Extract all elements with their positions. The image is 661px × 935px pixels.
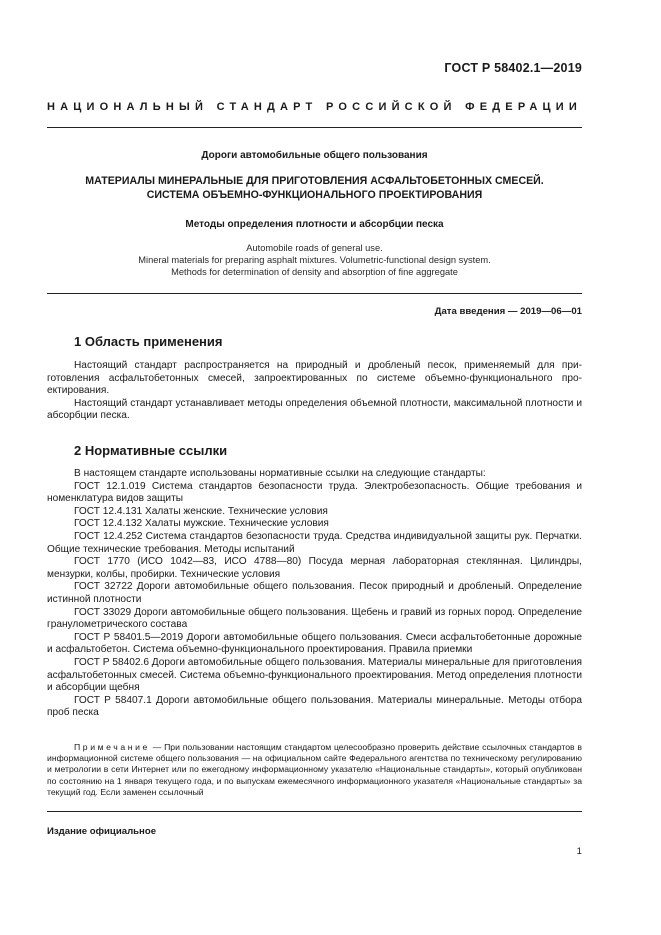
national-standard-banner: НАЦИОНАЛЬНЫЙ СТАНДАРТ РОССИЙСКОЙ ФЕДЕРАЦИИ <box>47 101 582 113</box>
paragraph: Настоящий стандарт распространяется на природный и дробленый песок, применяемый для приготовления асфальтобетонных смесей, запроектированных по системе объемно-функционального проектирования. <box>47 360 582 397</box>
reference-item: ГОСТ Р 58407.1 Дороги автомобильные общего пользования. Материалы минеральные. Методы отбора проб песка <box>47 694 582 719</box>
page-number: 1 <box>576 846 582 857</box>
note-block <box>47 742 582 798</box>
document-code: ГОСТ Р 58402.1—2019 <box>444 61 582 75</box>
note-paragraph <box>47 742 582 798</box>
introduction-date: Дата введения — 2019—06—01 <box>434 306 582 317</box>
reference-item: ГОСТ 12.4.132 Халаты мужские. Технические условия <box>74 518 329 530</box>
paragraph: Настоящий стандарт устанавливает методы определения объемной плотности, максимальной плотности и абсорбции песка. <box>47 397 582 422</box>
reference-item: ГОСТ 1770 (ИСО 1042—83, ИСО 4788—80) Посуда мерная лабораторная стеклянная. Цилиндры, мензурки, колбы, пробирки. Технические условия <box>47 556 582 580</box>
title-line-1: МАТЕРИАЛЫ МИНЕРАЛЬНЫЕ ДЛЯ ПРИГОТОВЛЕНИЯ АСФАЛЬТОБЕТОННЫХ СМЕСЕЙ. <box>85 175 544 187</box>
title-line-2: СИСТЕМА ОБЪЕМНО-ФУНКЦИОНАЛЬНОГО ПРОЕКТИРОВАНИЯ <box>146 188 483 201</box>
reference-item: ГОСТ Р 58401.5—2019 Дороги автомобильные общего пользования. Смеси асфальтобетонные дорожные и асфальтобетон. Система объемно-функционального проектирования. Правила приемки <box>47 631 582 656</box>
top-divider <box>47 127 582 128</box>
reference-item: ГОСТ 32722 Дороги автомобильные общего пользования. Песок природный и дробленый. Определение истинной плотности <box>47 581 582 605</box>
reference-item: ГОСТ 12.1.019 Система стандартов безопасности труда. Электробезопасность. Общие требования и номенклатура видов защиты <box>47 480 582 505</box>
reference-item: ГОСТ 12.4.252 Система стандартов безопасности труда. Средства индивидуальной защиты рук. Перчатки. Общие технические требования. Методы испытаний <box>47 530 582 555</box>
title-divider <box>47 293 582 294</box>
english-line-1: Automobile roads of general use. <box>246 243 383 253</box>
footer-divider <box>47 811 582 812</box>
english-line-2: Mineral materials for preparing asphalt mixtures. Volumetric-functional design system. <box>138 254 491 265</box>
section-1-heading: 1 Область применения <box>74 334 223 349</box>
reference-item: ГОСТ 12.4.131 Халаты женские. Технические условия <box>74 505 328 517</box>
paragraph: В настоящем стандарте использованы нормативные ссылки на следующие стандарты: <box>74 468 486 479</box>
section-1-body <box>47 360 582 423</box>
note-label: Примечание <box>74 742 150 752</box>
english-title <box>47 243 582 278</box>
official-edition-label: Издание официальное <box>47 826 157 837</box>
reference-item: ГОСТ 33029 Дороги автомобильные общего пользования. Щебень и гравий из горных пород. Определение гранулометрического состава <box>47 606 582 631</box>
section-2-heading: 2 Нормативные ссылки <box>74 443 228 458</box>
subject-line: Дороги автомобильные общего пользования <box>201 150 428 161</box>
note-text: — При пользовании настоящим стандартом целесообразно проверить действие ссылочных стандартов в информационной системе общего пользования — на официальном сайте Федерального агентства по техническому регулированию и метрологии в сети Интернет или по ежегодному информационному указателю «Национальные стандарты», который опубликован по состоянию на 1 января текущего года, и по выпускам ежемесячного информационного указателя «Национальные стандарты» за текущий год. Если заменен ссылочный <box>47 742 582 797</box>
section-2-body <box>47 468 582 720</box>
reference-item: ГОСТ Р 58402.6 Дороги автомобильные общего пользования. Материалы минеральные для приготовления асфальтобетонных смесей. Система объемно-функционального проектирования. Метод определения плотности и абсорбции щебня <box>47 656 582 694</box>
document-title <box>47 175 582 202</box>
methods-subtitle: Методы определения плотности и абсорбции песка <box>185 219 444 230</box>
english-line-3: Methods for determination of density and absorption of fine aggregate <box>171 266 458 277</box>
